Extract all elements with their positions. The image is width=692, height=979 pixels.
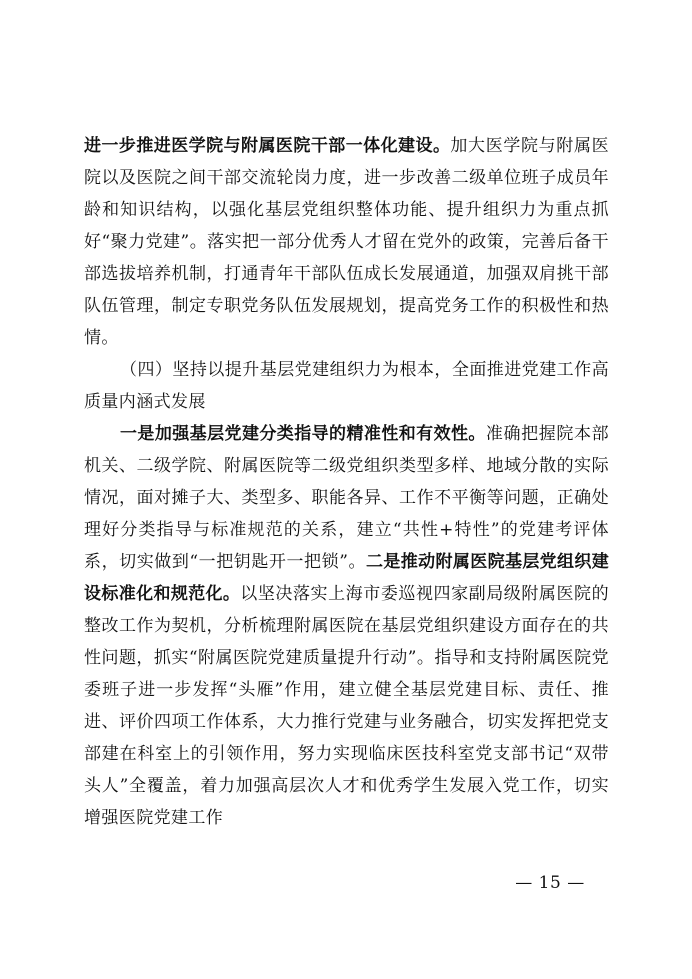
paragraph-subheading-bold: 二是推动附属医院基层党组织建设标准化和规范化。 [84, 552, 609, 604]
paragraph-text: 加大医学院与附属医院以及医院之间干部交流轮岗力度，进一步改善二级单位班子成员年龄和知识结构，以强化基层党组织整体功能、提升组织力为重点抓好“聚力党建”。落实把一部分优秀人才留在党外的政策，完善后备干部选拔培养机制，打通青年干部队伍成长发展通道，加强双肩挑干部队伍管理，制定专职党务队伍发展规划，提高党务工作的积极性和热情。 [84, 136, 609, 348]
paragraph-cadre-integration [84, 130, 609, 354]
paragraph-heading-bold: 进一步推进医学院与附属医院干部一体化建设。 [84, 136, 451, 156]
document-body [84, 130, 609, 834]
paragraph-heading-bold: 一是加强基层党建分类指导的精准性和有效性。 [120, 424, 486, 444]
paragraph-grassroots-guidance [84, 418, 609, 834]
paragraph-text-continued: 以坚决落实上海市委巡视四家副局级附属医院的整改工作为契机，分析梳理附属医院在基层党组织建设方面存在的共性问题，抓实“附属医院党建质量提升行动”。指导和支持附属医院党委班子进一步发挥“头雁”作用，建立健全基层党建目标、责任、推进、评价四项工作体系，大力推行党建与业务融合，切实发挥把党支部建在科室上的引领作用，努力实现临床医技科室党支部书记“双带头人”全覆盖，着力加强高层次人才和优秀学生发展入党工作，切实增强医院党建工作 [84, 584, 609, 828]
paragraph-text: 准确把握院本部机关、二级学院、附属医院等二级党组织类型多样、地域分散的实际情况，面对摊子大、类型多、职能各异、工作不平衡等问题，正确处理好分类指导与标准规范的关系，建立“共性+特性”的党建考评体系，切实做到“一把钥匙开一把锁”。 [84, 424, 609, 572]
section-heading-four: （四）坚持以提升基层党建组织力为根本，全面推进党建工作高质量内涵式发展 [84, 360, 609, 412]
page-number: — 15 — [515, 873, 585, 893]
